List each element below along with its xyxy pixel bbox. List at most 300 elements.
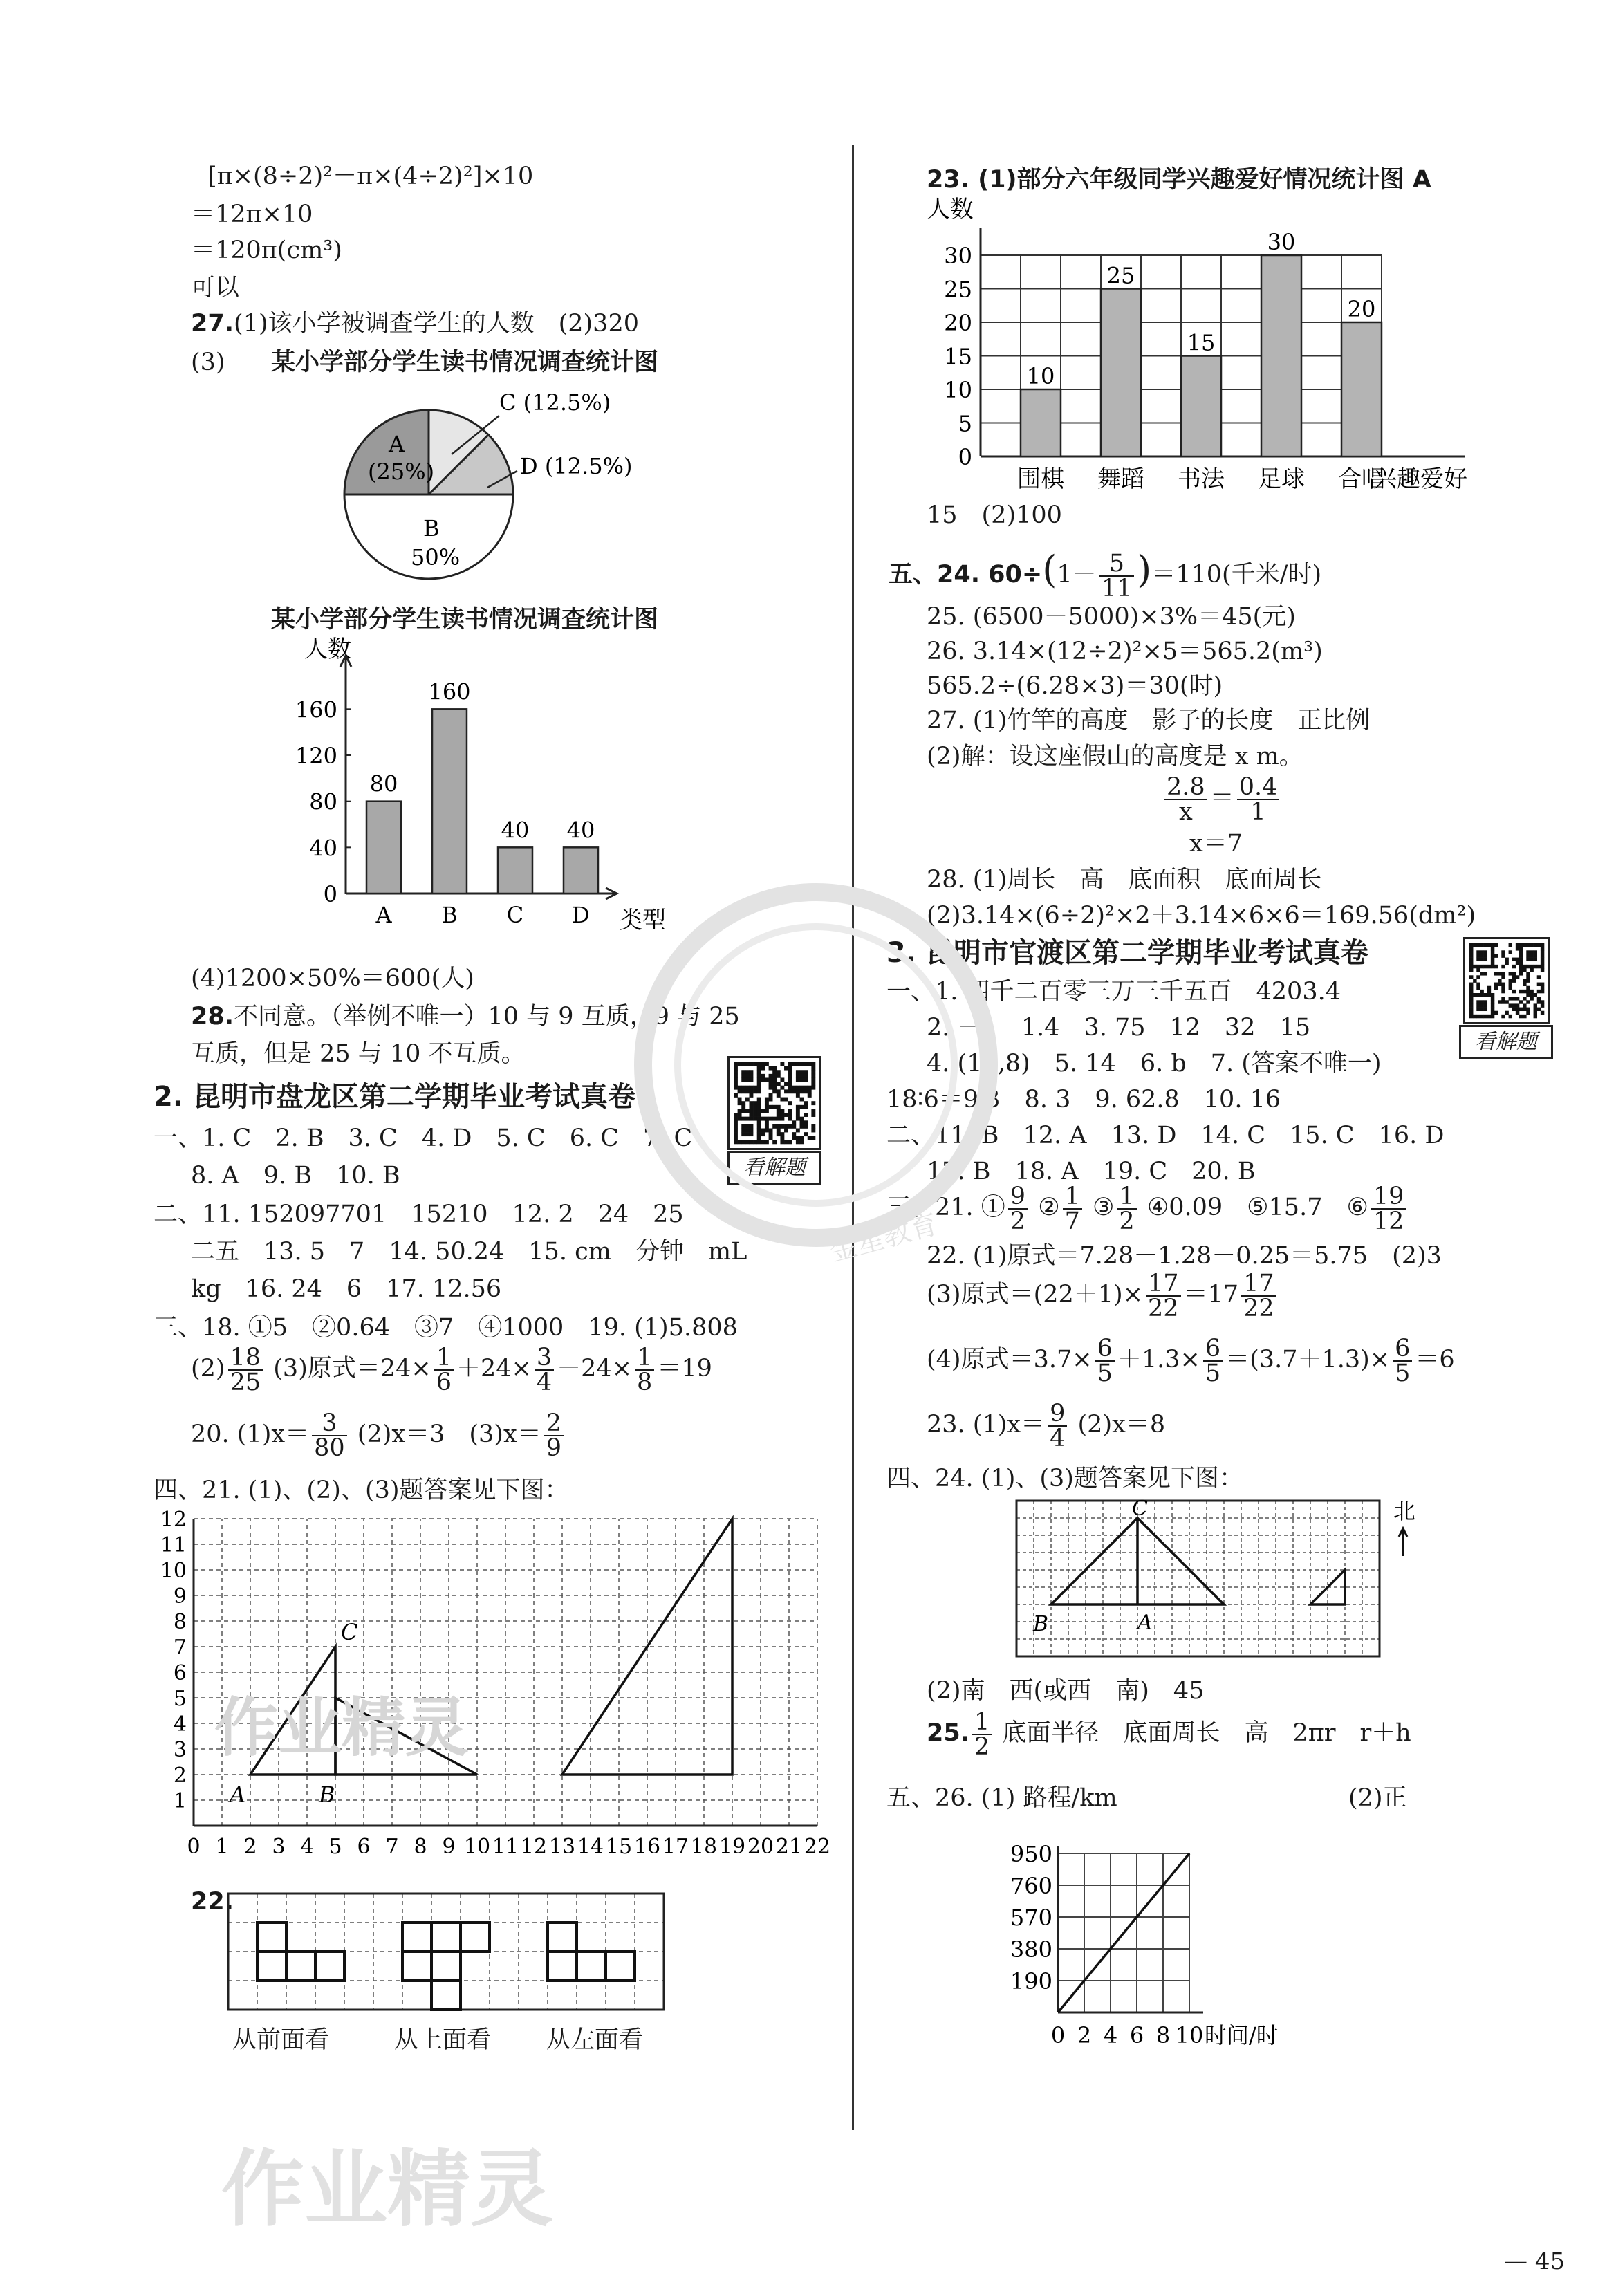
fraction: $\frac{0.4}{1}$ xyxy=(1237,775,1280,824)
qr-module xyxy=(1491,993,1494,997)
answer-line-fractions xyxy=(927,1336,1455,1385)
qr-module xyxy=(1487,990,1491,993)
answer-line: 8. A 9. B 10. B xyxy=(191,1162,400,1189)
qr-module xyxy=(1541,968,1544,972)
qr-module xyxy=(1501,954,1505,957)
qr-module xyxy=(1530,968,1533,972)
qr-module xyxy=(1512,1008,1516,1011)
qr-module xyxy=(1469,943,1473,947)
qr-module xyxy=(1526,1000,1530,1003)
qr-module xyxy=(1494,986,1498,990)
qr-module xyxy=(1473,943,1476,947)
bar-value-label: 40 xyxy=(566,817,595,844)
fraction: $\frac{2}{9}$ xyxy=(544,1411,564,1460)
qr-module xyxy=(1473,979,1476,982)
qr-module xyxy=(1541,1011,1544,1015)
qr-module xyxy=(1519,958,1523,961)
answer-line: 二、11. 152097701 15210 12. 2 24 25 xyxy=(154,1201,684,1228)
qr-module xyxy=(1512,958,1516,961)
qr-module xyxy=(1509,972,1512,975)
qr-module xyxy=(1476,975,1480,979)
y-tick-label: 760 xyxy=(1010,1873,1052,1899)
qr-module xyxy=(1530,950,1533,954)
fraction: $\frac{5}{11}$ xyxy=(1099,552,1135,600)
qr-module xyxy=(1469,947,1473,950)
qr-module xyxy=(1476,965,1480,968)
qr-module xyxy=(1501,1015,1505,1018)
page-number-value: 45 xyxy=(1534,2248,1566,2275)
qr-module xyxy=(1519,1000,1523,1003)
x-tick-label: 16 xyxy=(633,1835,661,1859)
x-tick-label: 12 xyxy=(520,1835,548,1859)
x-tick-label: 3 xyxy=(272,1835,286,1859)
qr-module xyxy=(1534,958,1537,961)
x-tick-label: 8 xyxy=(414,1835,427,1859)
y-axis-label: 人数 xyxy=(927,196,974,223)
bar-4 xyxy=(1261,255,1301,456)
qr-module xyxy=(1509,1015,1512,1018)
watermark: 作业精灵 xyxy=(221,2142,553,2238)
qr-module xyxy=(1526,950,1530,954)
x-tick-label: 0 xyxy=(1050,2022,1066,2048)
qr-module xyxy=(1491,954,1494,957)
qr-module xyxy=(1530,954,1533,957)
qr-module xyxy=(1537,990,1541,993)
qr-module xyxy=(1469,968,1473,972)
qr-module xyxy=(1469,986,1473,990)
qr-module xyxy=(1512,1003,1516,1007)
answer-text: (2)x＝8 xyxy=(1077,1411,1166,1438)
fraction: $\frac{3}{80}$ xyxy=(312,1411,347,1460)
qr-module xyxy=(1509,979,1512,982)
left-view-cell xyxy=(548,1952,577,1981)
fraction: $\frac{17}{22}$ xyxy=(1146,1272,1181,1320)
answer-text: ② xyxy=(1038,1194,1060,1221)
x-tick-label: 10 xyxy=(463,1835,491,1859)
qr-module xyxy=(1541,986,1544,990)
page-number xyxy=(1504,2248,1565,2275)
answer-text: (4)原式＝3.7× xyxy=(927,1346,1093,1373)
fraction: $\frac{18}{25}$ xyxy=(228,1346,263,1394)
qr-module xyxy=(1512,990,1516,993)
qr-module xyxy=(1480,954,1483,957)
answer-line-fractions: 五、24. 60÷(1－ $\frac{5}{11}$ )＝110(千米/时) xyxy=(889,548,1322,602)
qr-module xyxy=(1469,1000,1473,1003)
x-tick-label: 14 xyxy=(577,1835,604,1859)
answer-line: (2)南 西(或西 南) 45 xyxy=(927,1677,1205,1705)
x-axis-label: 兴趣爱好 xyxy=(1373,465,1467,493)
x-tick-label: 书法 xyxy=(1178,465,1225,493)
bar-3 xyxy=(1181,356,1221,457)
qr-module xyxy=(1484,950,1487,954)
qr-module xyxy=(1476,1003,1480,1007)
qr-module xyxy=(1469,1003,1473,1007)
x-tick-label: 20 xyxy=(747,1835,774,1859)
three-views-grid xyxy=(228,1894,664,2018)
qr-module xyxy=(1537,1000,1541,1003)
bar-value-label: 10 xyxy=(1026,363,1055,389)
answer-line: 565.2÷(6.28×3)＝30(时) xyxy=(927,672,1223,700)
qr-module xyxy=(1534,1008,1537,1011)
bar-value-label: 40 xyxy=(501,817,530,844)
x-tick-label: 11 xyxy=(492,1835,519,1859)
left-view-cell xyxy=(606,1952,635,1981)
vertex-label: B xyxy=(1033,1612,1049,1636)
qr-module xyxy=(1530,997,1533,1000)
y-tick-label: 950 xyxy=(1010,1841,1052,1867)
top-view-cell xyxy=(402,1923,431,1952)
answer-line: 可以 xyxy=(191,274,240,302)
bar-value-label: 30 xyxy=(1267,229,1296,255)
qr-module xyxy=(1480,993,1483,997)
bar-value-label: 25 xyxy=(1106,262,1135,289)
section-2-title: 2. 昆明市盘龙区第二学期毕业考试真卷 xyxy=(154,1081,635,1113)
qr-module xyxy=(1480,972,1483,975)
qr-module xyxy=(1530,958,1533,961)
answer-line: (2)正 xyxy=(1348,1784,1407,1812)
qr-module xyxy=(1519,968,1523,972)
qr-module xyxy=(1484,958,1487,961)
qr-module xyxy=(1469,997,1473,1000)
y-tick-label: 3 xyxy=(173,1738,187,1762)
front-view-cell xyxy=(286,1952,315,1981)
answer-line: 22. (1)原式＝7.28－1.28－0.25＝5.75 (2)3 xyxy=(927,1242,1442,1270)
x-tick-label: 2 xyxy=(1077,2022,1092,2048)
bar-value-label: 20 xyxy=(1347,296,1376,322)
fraction: $\frac{9}{4}$ xyxy=(1048,1402,1067,1450)
qr-module xyxy=(1498,983,1501,986)
y-tick-label: 6 xyxy=(173,1661,187,1685)
front-view-cell xyxy=(257,1952,286,1981)
bar-value-label: 80 xyxy=(369,770,398,797)
answer-text: ③ xyxy=(1093,1194,1115,1221)
x-tick-label: 8 xyxy=(1155,2022,1171,2048)
x-axis-label: 时间/时 xyxy=(1205,2022,1279,2048)
y-axis-label: 人数 xyxy=(304,636,351,663)
answer-line: (2)3.14×(6÷2)²×2＋3.14×6×6＝169.56(dm²) xyxy=(927,902,1476,929)
fraction: $\frac{1}{8}$ xyxy=(635,1346,654,1394)
y-tick-label: 7 xyxy=(173,1636,187,1660)
bar-c xyxy=(498,847,532,894)
qr-module xyxy=(1523,965,1526,968)
qr-module xyxy=(1473,1015,1476,1018)
vertex-label: C xyxy=(1132,1497,1148,1521)
y-tick-label: 30 xyxy=(944,243,972,269)
qr-module xyxy=(1469,993,1473,997)
qr-module xyxy=(1484,993,1487,997)
fraction: $\frac{6}{5}$ xyxy=(1095,1337,1115,1385)
qr-module xyxy=(1516,975,1519,979)
y-tick-label: 9 xyxy=(173,1584,187,1609)
qr-module xyxy=(1487,1015,1491,1018)
qr-module xyxy=(1476,943,1480,947)
question-number: 27. xyxy=(191,310,234,337)
qr-module xyxy=(1509,950,1512,954)
fraction: $\frac{3}{4}$ xyxy=(535,1346,554,1394)
answer-line: 二、11. B 12. A 13. D 14. C 15. C 16. D xyxy=(886,1122,1445,1149)
answer-line: 28. (1)周长 高 底面积 底面周长 xyxy=(927,866,1322,894)
qr-module xyxy=(1501,986,1505,990)
qr-module xyxy=(1505,1011,1508,1015)
north-label: 北 xyxy=(1393,1498,1416,1524)
y-tick-label: 160 xyxy=(295,696,337,723)
x-tick-label: 6 xyxy=(357,1835,371,1859)
x-tick-label: 21 xyxy=(775,1835,803,1859)
answer-line: 25. (6500－5000)×3%＝45(元) xyxy=(927,603,1296,631)
qr-module xyxy=(1519,961,1523,965)
vertex-label: A xyxy=(230,1781,246,1808)
y-tick-label: 25 xyxy=(944,276,972,303)
answer-line: 4. (11,8) 5. 14 6. b 7. (答案不唯一) xyxy=(927,1050,1382,1077)
qr-module xyxy=(1509,983,1512,986)
pie-label-c: C (12.5%) xyxy=(499,389,611,416)
bar-1 xyxy=(1021,389,1061,456)
fraction: $\frac{1}{2}$ xyxy=(972,1710,992,1759)
answer-line: 27. (1)竹竿的高度 影子的长度 正比例 xyxy=(927,707,1371,734)
qr-code-pattern xyxy=(1465,939,1548,1022)
qr-module xyxy=(1469,983,1473,986)
qr-module xyxy=(1526,958,1530,961)
answer-line: 二五 13. 5 7 14. 50.24 15. cm 分钟 mL xyxy=(191,1238,747,1266)
qr-module xyxy=(1530,993,1533,997)
qr-module xyxy=(1523,1003,1526,1007)
question-23-title: 23. (1)部分六年级同学兴趣爱好情况统计图 A xyxy=(927,166,1431,194)
answer-text: (3)原式＝(22＋1)× xyxy=(927,1281,1144,1308)
x-tick-label: 2 xyxy=(243,1835,257,1859)
qr-module xyxy=(1526,993,1530,997)
view-left-label: 从左面看 xyxy=(546,2026,644,2054)
answer-line: 五、26. (1) 路程/km xyxy=(886,1784,1117,1812)
qr-module xyxy=(1469,965,1473,968)
vertex-label: C xyxy=(341,1619,358,1645)
qr-module xyxy=(1519,954,1523,957)
x-tick-label: 5 xyxy=(328,1835,342,1859)
x-tick-label: 19 xyxy=(718,1835,746,1859)
qr-module xyxy=(1476,993,1480,997)
qr-module xyxy=(1530,965,1533,968)
answer-line: 17. B 18. A 19. C 20. B xyxy=(927,1158,1256,1185)
left-view-cell xyxy=(577,1952,606,1981)
direction-grid xyxy=(1016,1494,1431,1660)
qr-module xyxy=(1516,1011,1519,1015)
x-tick-label: 足球 xyxy=(1258,465,1305,493)
y-tick-label: 80 xyxy=(309,788,337,815)
qr-module xyxy=(1480,943,1483,947)
top-view-cell xyxy=(431,1981,461,2010)
bar-2 xyxy=(1101,289,1141,457)
qr-code[interactable] xyxy=(1463,937,1550,1024)
answer-text: 底面半径 底面周长 高 2πr r＋h xyxy=(1002,1719,1411,1747)
top-view-cell xyxy=(431,1952,461,1981)
x-tick-label: 4 xyxy=(300,1835,314,1859)
x-tick-label: 15 xyxy=(605,1835,633,1859)
answer-line-fractions xyxy=(927,1401,1165,1450)
fraction: $\frac{2.8}{x}$ xyxy=(1164,775,1207,824)
qr-module xyxy=(1512,997,1516,1000)
qr-module xyxy=(1519,1008,1523,1011)
qr-module xyxy=(1469,950,1473,954)
qr-module xyxy=(1491,1015,1494,1018)
y-tick-label: 10 xyxy=(160,1559,187,1583)
x-tick-label: 合唱 xyxy=(1338,465,1385,493)
qr-module xyxy=(1537,997,1541,1000)
qr-module xyxy=(1494,1011,1498,1015)
qr-module xyxy=(1509,943,1512,947)
x-tick-label: 舞蹈 xyxy=(1097,465,1144,493)
qr-module xyxy=(1534,950,1537,954)
pie-label-b: B xyxy=(423,515,440,541)
answer-text: 不同意。（举例不唯一）10 与 9 互质，9 与 25 xyxy=(234,1003,740,1030)
qr-module xyxy=(1541,965,1544,968)
y-tick-label: 4 xyxy=(173,1712,187,1737)
answer-line-fractions xyxy=(927,1707,1411,1761)
qr-module xyxy=(1494,954,1498,957)
x-tick-label: 9 xyxy=(442,1835,456,1859)
qr-module xyxy=(1476,968,1480,972)
qr-module xyxy=(1537,975,1541,979)
answer-line: 一、1. 四千二百零三万三千五百 4203.4 xyxy=(886,978,1341,1006)
qr-module xyxy=(1501,975,1505,979)
qr-module xyxy=(1491,1008,1494,1011)
qr-module xyxy=(1534,965,1537,968)
qr-module xyxy=(1526,1008,1530,1011)
qr-module xyxy=(1505,1000,1508,1003)
qr-module xyxy=(1530,990,1533,993)
fraction: $\frac{6}{5}$ xyxy=(1203,1337,1223,1385)
qr-module xyxy=(1512,972,1516,975)
qr-module xyxy=(1501,997,1505,1000)
qr-module xyxy=(1501,972,1505,975)
bar-5 xyxy=(1341,322,1382,456)
answer-text: 三、21. ① xyxy=(886,1194,1005,1221)
qr-module xyxy=(1469,954,1473,957)
x-tick-label: 17 xyxy=(662,1835,689,1859)
qr-module xyxy=(1480,965,1483,968)
answer-line-fractions xyxy=(927,1271,1279,1320)
fraction: $\frac{1}{6}$ xyxy=(434,1346,454,1394)
question-number: 28. xyxy=(191,1003,234,1030)
qr-module xyxy=(1484,943,1487,947)
top-view-cell xyxy=(461,1923,490,1952)
qr-module xyxy=(1516,997,1519,1000)
pie-chart-title: 某小学部分学生读书情况调查统计图 xyxy=(271,349,659,376)
qr-module xyxy=(1469,990,1473,993)
answer-text: 五、24. 60÷ xyxy=(889,561,1043,589)
qr-module xyxy=(1523,943,1526,947)
answer-text: 23. (1)x＝ xyxy=(927,1411,1046,1438)
qr-module xyxy=(1512,975,1516,979)
formula-line: [π×(8÷2)²－π×(4÷2)²]×10 xyxy=(207,163,534,190)
answer-line: 一、1. C 2. B 3. C 4. D 5. C 6. C 7. C xyxy=(154,1124,693,1152)
qr-module xyxy=(1484,972,1487,975)
pie-label-d: D (12.5%) xyxy=(520,453,633,479)
qr-module xyxy=(1476,983,1480,986)
y-tick-label: 120 xyxy=(295,743,337,769)
qr-caption[interactable]: 看解题 xyxy=(727,1151,821,1185)
qr-module xyxy=(1516,1008,1519,1011)
pie-label-a: A xyxy=(389,431,405,457)
answer-line: kg 16. 24 6 17. 12.56 xyxy=(191,1275,502,1303)
qr-module xyxy=(1541,983,1544,986)
y-tick-label: 380 xyxy=(1010,1936,1052,1963)
y-tick-label: 40 xyxy=(309,835,337,862)
qr-module xyxy=(1476,1008,1480,1011)
qr-module xyxy=(1523,997,1526,1000)
qr-module xyxy=(1526,979,1530,982)
vertex-label: A xyxy=(1137,1611,1153,1635)
qr-module xyxy=(1491,1000,1494,1003)
qr-module xyxy=(1526,986,1530,990)
answer-text: (2) xyxy=(191,1355,225,1382)
answer-text: －24× xyxy=(557,1355,633,1382)
x-tick-label: 18 xyxy=(690,1835,718,1859)
fraction: $\frac{1}{7}$ xyxy=(1063,1185,1082,1233)
vertex-label: B xyxy=(319,1781,335,1808)
qr-module xyxy=(1523,990,1526,993)
qr-module xyxy=(1541,961,1544,965)
qr-module xyxy=(1534,1015,1537,1018)
qr-module xyxy=(1519,950,1523,954)
qr-module xyxy=(1526,975,1530,979)
top-view-cell xyxy=(431,1923,461,1952)
qr-module xyxy=(1487,993,1491,997)
qr-module xyxy=(1537,983,1541,986)
answer-text: ＝(3.7＋1.3)× xyxy=(1225,1346,1391,1373)
qr-caption[interactable]: 看解题 xyxy=(1459,1025,1553,1059)
qr-module xyxy=(1526,990,1530,993)
qr-module xyxy=(1480,1003,1483,1007)
x-tick-label: 7 xyxy=(385,1835,399,1859)
qr-module xyxy=(1476,954,1480,957)
question-22-label: 22. xyxy=(191,1888,234,1916)
qr-module xyxy=(1516,961,1519,965)
y-tick-label: 0 xyxy=(323,881,337,907)
bar-value-label: 15 xyxy=(1187,329,1216,356)
qr-module xyxy=(1501,990,1505,993)
x-tick-label: C xyxy=(506,902,524,928)
qr-module xyxy=(1491,943,1494,947)
qr-module xyxy=(1494,972,1498,975)
qr-module xyxy=(1526,1011,1530,1015)
pie-chart xyxy=(339,389,633,584)
stamp-text: 金星教育 xyxy=(826,1208,942,1268)
qr-module xyxy=(1487,965,1491,968)
answer-text: ＋24× xyxy=(456,1355,532,1382)
qr-module xyxy=(1487,943,1491,947)
answer-text: 25. xyxy=(927,1719,970,1747)
qr-module xyxy=(1505,961,1508,965)
qr-module xyxy=(1491,965,1494,968)
bar-d xyxy=(564,847,598,894)
pie-label-b-percent: 50% xyxy=(411,544,461,571)
fraction: $\frac{1}{2}$ xyxy=(1117,1185,1136,1233)
qr-module xyxy=(1534,1011,1537,1015)
qr-module xyxy=(1534,943,1537,947)
y-tick-label: 0 xyxy=(958,444,972,470)
qr-module xyxy=(1491,997,1494,1000)
answer-line-fractions xyxy=(191,1411,566,1460)
qr-module xyxy=(1494,983,1498,986)
x-tick-label: 4 xyxy=(1103,2022,1118,2048)
y-tick-label: 20 xyxy=(944,310,972,336)
y-tick-label: 570 xyxy=(1010,1905,1052,1931)
x-tick-label: 0 xyxy=(187,1835,201,1859)
answer-text: ＝19 xyxy=(657,1355,712,1382)
y-tick-label: 1 xyxy=(173,1789,187,1813)
qr-module xyxy=(1476,986,1480,990)
answer-line: 2. －1 1.4 3. 75 12 32 15 xyxy=(927,1014,1311,1041)
formula-line: ＝12π×10 xyxy=(191,201,313,228)
